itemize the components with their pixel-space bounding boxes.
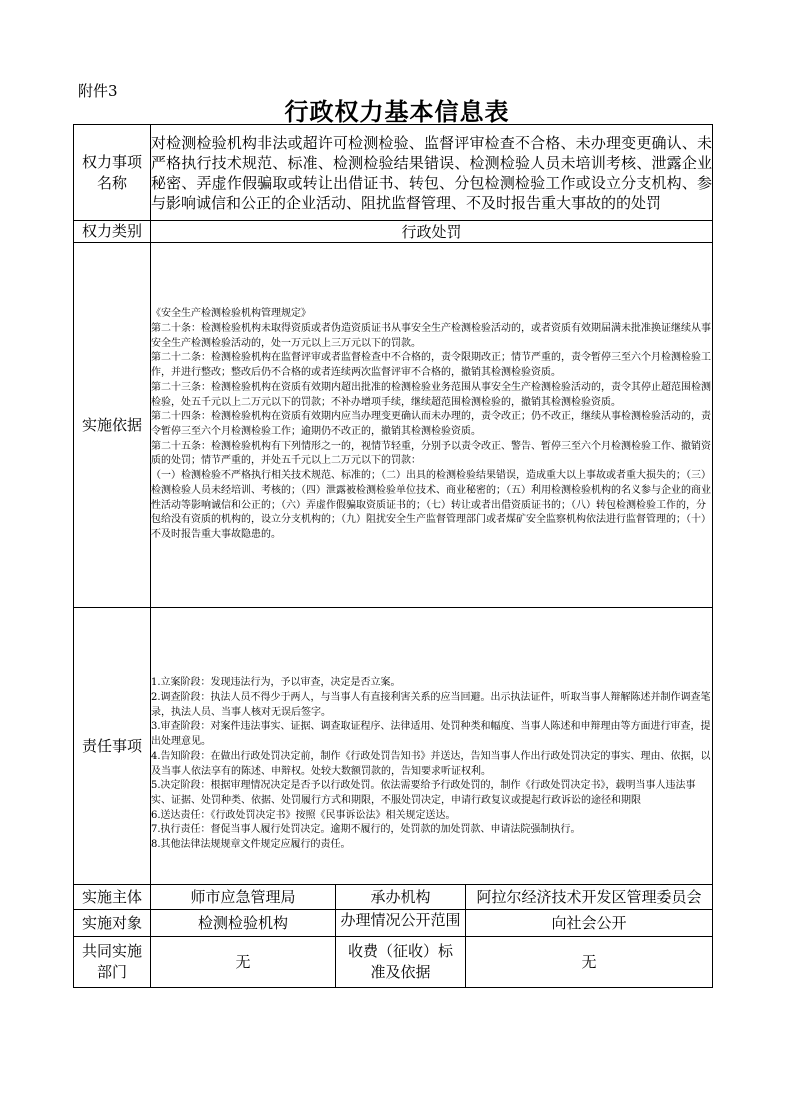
responsibility-cell [151, 608, 713, 885]
handling-agency-value: 阿拉尔经济技术开发区管理委员会 [466, 885, 713, 910]
disclosure-scope-label [336, 910, 466, 937]
power-name-value: 对检测检验机构非法或超许可检测检验、监督评审检查不合格、未办理变更确认、未严格执行技术规范、标准、检测检验结果错误、检测检验人员未培训考核、泄露企业秘密、弄虚作假骗取或转让出借证书、转包、分包检测检验工作或设立分支机构、参与影响诚信和公正的企业活动、阻扰监督管理、不及时报告重大事故的的处罚 [151, 125, 713, 221]
handling-agency-label: 承办机构 [336, 885, 466, 910]
joint-dept-value: 无 [151, 937, 336, 988]
row-basis [74, 243, 713, 608]
power-type-label: 权力类别 [74, 221, 151, 243]
row-joint [74, 937, 713, 988]
fee-standard-value: 无 [466, 937, 713, 988]
power-type-value: 行政处罚 [151, 221, 713, 243]
attachment-label: 附件3 [78, 82, 118, 100]
page-title: 行政权力基本信息表 [284, 97, 510, 126]
basis-label: 实施依据 [74, 243, 151, 608]
row-power-name [74, 125, 713, 221]
responsibility-text: 1.立案阶段：发现违法行为，予以审查，决定是否立案。 2.调查阶段：执法人员不得少于两人，与当事人有直接利害关系的应当回避。出示执法证件，听取当事人辩解陈述并制作调查笔录，执法人员、当事人核对无误后签字。 3.审查阶段：对案件违法事实、证据、调查取证程序、法律适用、处罚种类和幅度、当事人陈述和申辩理由等方面进行审查，提出处理意见。 4.告知阶段：在做出行政处罚决定前，制作《行政处罚告知书》并送达，告知当事人作出行政处罚决定的事实、理由、依据，以及当事人依法享有的陈述、申辩权。处较大数额罚款的，告知要求听证权利。 5.决定阶段：根据审理情况决定是否予以行政处罚。依法需要给予行政处罚的，制作《行政处罚决定书》，载明当事人违法事实、证据、处罚种类、依据、处罚履行方式和期限，不服处罚决定，申请行政复议或提起行政诉讼的途径和期限 6.送达责任：《行政处罚决定书》按照《民事诉讼法》相关规定送达。 7.执行责任：督促当事人履行处罚决定。逾期不履行的，处罚款的加处罚款、申请法院强制执行。 8.其他法律法规规章文件规定应履行的责任。 [151, 677, 711, 851]
power-name-label: 权力事项 名称 [74, 125, 151, 221]
basis-text: 《安全生产检测检验机构管理规定》 第二十条：检测检验机构未取得资质或者伪造资质证书从事安全生产检测检验活动的，或者资质有效期届满未批准换证继续从事安全生产检测检验活动的，处一万元以上三万元以下的罚款。 第二十二条：检测检验机构在监督评审或者监督检查中不合格的，责令限期改正；情节严重的，责令暂停三至六个月检测检验工作，并进行整改；整改后仍不合格的或者连续两次监督评审不合格的，撤销其检测检验资质。 第二十三条：检测检验机构在资质有效期内超出批准的检测检验业务范围从事安全生产检测检验活动的，责令其停止超范围检测检验，处五千元以上二万元以下的罚款；不补办增项手续，继续超范围检测检验的，撤销其检测检验资质。 第二十四条：检测检验机构在资质有效期内应当办理变更确认而未办理的，责令改正；仍不改正，继续从事检测检验活动的，责令暂停三至六个月检测检验工作；逾期仍不改正的，撤销其检测检验资质。 第二十五条：检测检验机构有下列情形之一的，视情节轻重，分别予以责令改正、警告、暂停三至六个月检测检验工作、撤销资质的处罚；情节严重的，并处五千元以上二万元以下的罚款： （一）检测检验不严格执行相关技术规范、标准的；（二）出具的检测检验结果错误，造成重大以上事故或者重大损失的；（三）检测检验人员未经培训、考核的；（四）泄露被检测检验单位技术、商业秘密的；（五）利用检测检验机构的名义参与企业的商业性活动等影响诚信和公正的；（六）弄虚作假骗取资质证书的；（七）转让或者出借资质证书的；（八）转包检测检验工作的，分包给没有资质的机构的，设立分支机构的；（九）阻扰安全生产监督管理部门或者煤矿安全监察机构依法进行监督管理的；（十）不及时报告重大事故隐患的。 [151, 243, 713, 608]
disclosure-scope-value: 向社会公开 [466, 910, 713, 937]
implementer-label: 实施主体 [74, 885, 151, 910]
info-table [73, 124, 713, 988]
row-power-type [74, 221, 713, 243]
joint-dept-label: 共同实施 部门 [74, 937, 151, 988]
row-target [74, 910, 713, 937]
implementer-value: 师市应急管理局 [151, 885, 336, 910]
disclosure-scope-label-text: 办理情况公开范围 [340, 911, 461, 929]
fee-standard-label: 收费（征收）标 准及依据 [336, 937, 466, 988]
row-responsibility [74, 608, 713, 885]
responsibility-label: 责任事项 [74, 608, 151, 885]
row-implementer [74, 885, 713, 910]
target-label: 实施对象 [74, 910, 151, 937]
target-value: 检测检验机构 [151, 910, 336, 937]
